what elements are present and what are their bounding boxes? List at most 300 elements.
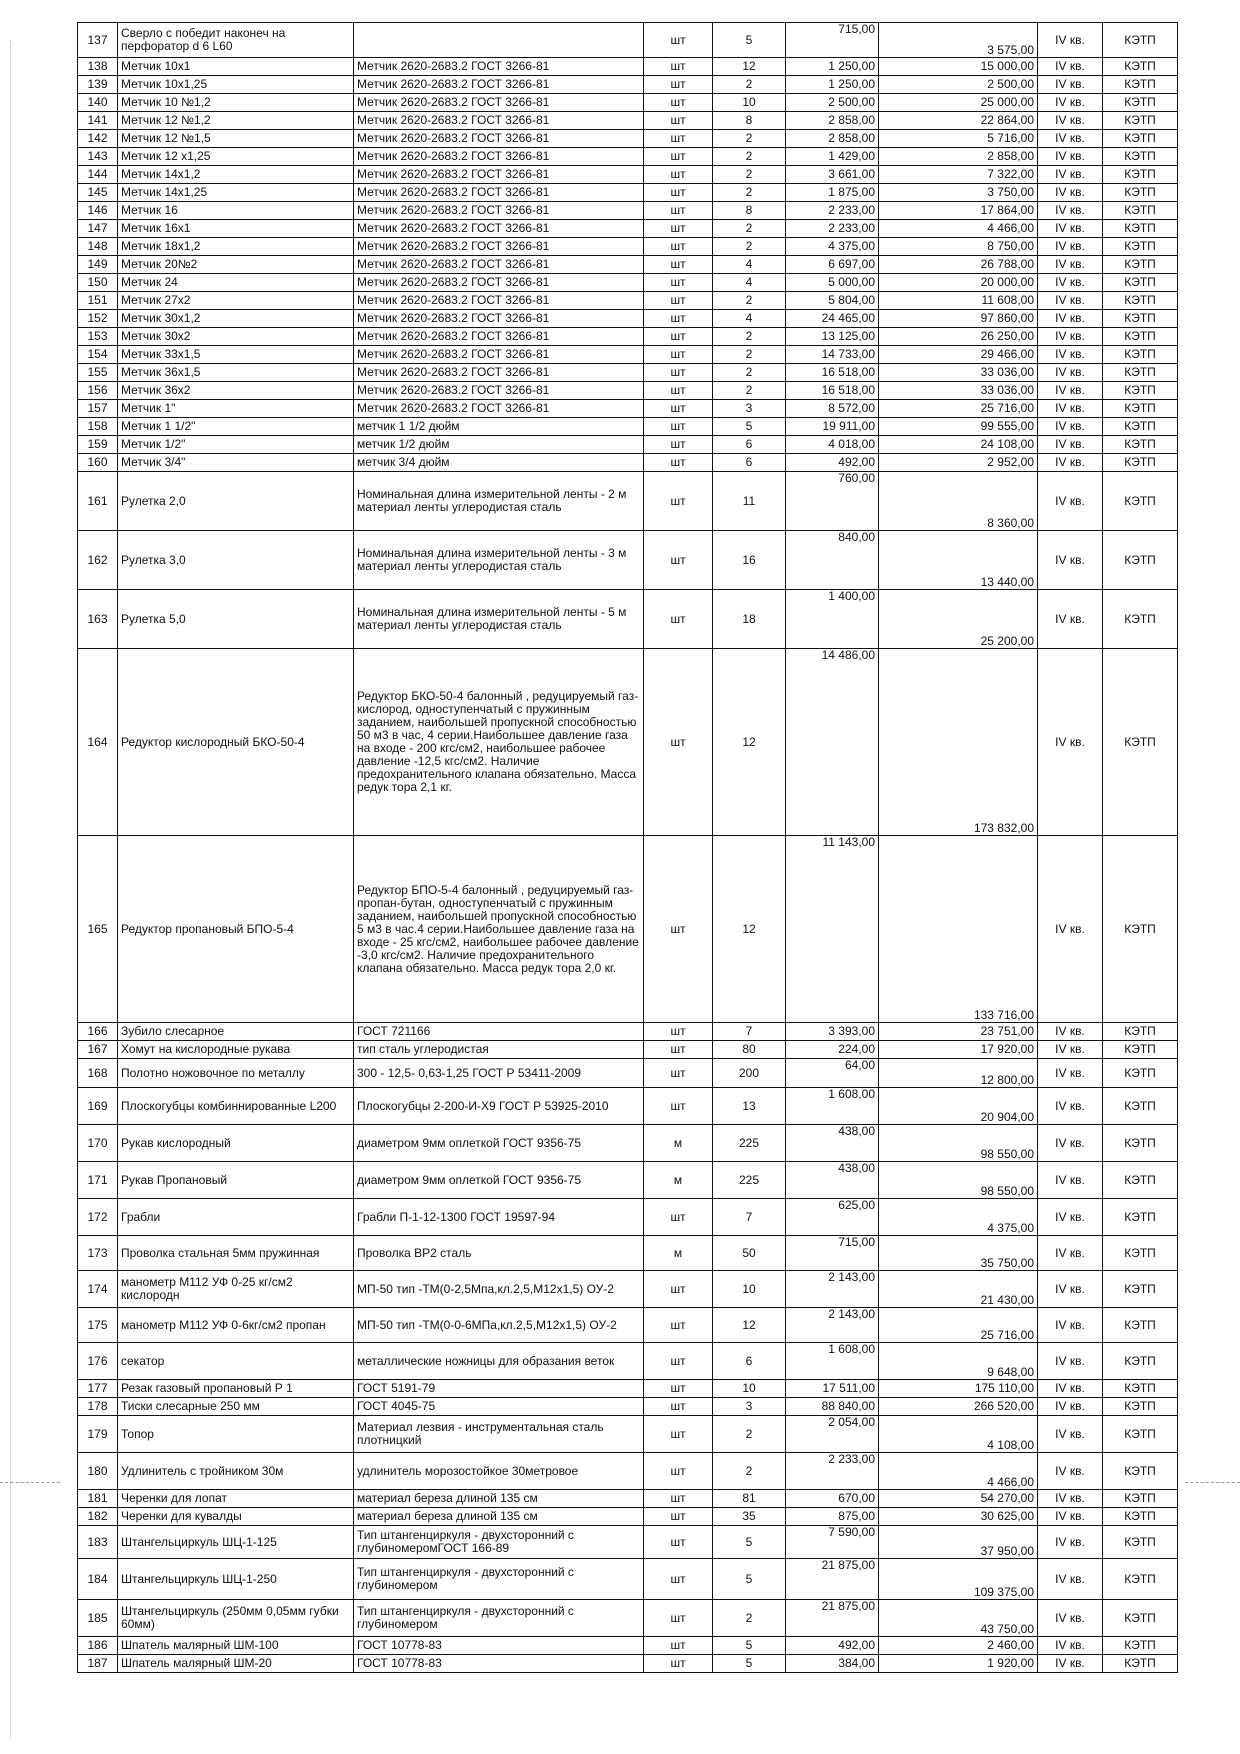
quarter-cell: IV кв. xyxy=(1038,1162,1103,1199)
quantity-cell: 5 xyxy=(713,1526,786,1559)
quarter-cell: IV кв. xyxy=(1038,1416,1103,1453)
department-cell: КЭТП xyxy=(1103,1398,1178,1416)
unit-price-cell: 8 572,00 xyxy=(786,400,879,418)
table-row xyxy=(78,76,1178,94)
table-row xyxy=(78,220,1178,238)
quantity-cell: 12 xyxy=(713,836,786,1023)
item-description: Метчик 2620-2683.2 ГОСТ 3266-81 xyxy=(354,94,644,112)
unit-price-cell: 21 875,00 xyxy=(786,1600,879,1637)
unit-cell: шт xyxy=(644,238,713,256)
quantity-cell: 6 xyxy=(713,1343,786,1380)
unit-price-cell: 14 733,00 xyxy=(786,346,879,364)
quarter-cell: IV кв. xyxy=(1038,310,1103,328)
unit-cell: шт xyxy=(644,112,713,130)
item-name: Метчик 1" xyxy=(118,400,354,418)
department-cell: КЭТП xyxy=(1103,328,1178,346)
item-name: Удлинитель с тройником 30м xyxy=(118,1453,354,1490)
quarter-cell: IV кв. xyxy=(1038,382,1103,400)
quantity-cell: 3 xyxy=(713,400,786,418)
row-number: 142 xyxy=(78,130,118,148)
row-number: 180 xyxy=(78,1453,118,1490)
department-cell: КЭТП xyxy=(1103,1453,1178,1490)
unit-price-cell: 224,00 xyxy=(786,1041,879,1059)
total-cell: 33 036,00 xyxy=(879,382,1038,400)
table-row xyxy=(78,238,1178,256)
total-cell: 109 375,00 xyxy=(879,1559,1038,1600)
unit-cell: шт xyxy=(644,328,713,346)
item-name: Резак газовый пропановый Р 1 xyxy=(118,1380,354,1398)
unit-cell: шт xyxy=(644,1041,713,1059)
total-cell: 43 750,00 xyxy=(879,1600,1038,1637)
item-description: Проволка ВР2 сталь xyxy=(354,1236,644,1271)
row-number: 144 xyxy=(78,166,118,184)
total-cell: 1 920,00 xyxy=(879,1655,1038,1673)
department-cell: КЭТП xyxy=(1103,1559,1178,1600)
unit-price-cell: 492,00 xyxy=(786,1637,879,1655)
item-description: Метчик 2620-2683.2 ГОСТ 3266-81 xyxy=(354,58,644,76)
item-name: манометр М112 УФ 0-6кг/см2 пропан xyxy=(118,1308,354,1343)
quarter-cell: IV кв. xyxy=(1038,649,1103,836)
unit-cell: шт xyxy=(644,1508,713,1526)
total-cell: 35 750,00 xyxy=(879,1236,1038,1271)
quarter-cell: IV кв. xyxy=(1038,292,1103,310)
quantity-cell: 2 xyxy=(713,148,786,166)
department-cell: КЭТП xyxy=(1103,1088,1178,1125)
unit-cell: шт xyxy=(644,148,713,166)
department-cell: КЭТП xyxy=(1103,1059,1178,1088)
item-name: Редуктор пропановый БПО-5-4 xyxy=(118,836,354,1023)
unit-cell: шт xyxy=(644,1490,713,1508)
table-row xyxy=(78,1490,1178,1508)
table-row xyxy=(78,1041,1178,1059)
item-name: Плоскогубцы комбиннированные L200 xyxy=(118,1088,354,1125)
quantity-cell: 35 xyxy=(713,1508,786,1526)
department-cell: КЭТП xyxy=(1103,220,1178,238)
unit-cell: шт xyxy=(644,1308,713,1343)
total-cell: 29 466,00 xyxy=(879,346,1038,364)
department-cell: КЭТП xyxy=(1103,1655,1178,1673)
item-name: Редуктор кислородный БКО-50-4 xyxy=(118,649,354,836)
row-number: 186 xyxy=(78,1637,118,1655)
item-name: Рулетка 3,0 xyxy=(118,531,354,590)
row-number: 162 xyxy=(78,531,118,590)
quantity-cell: 5 xyxy=(713,23,786,58)
item-description: Грабли П-1-12-1300 ГОСТ 19597-94 xyxy=(354,1199,644,1236)
table-row xyxy=(78,130,1178,148)
row-number: 154 xyxy=(78,346,118,364)
quantity-cell: 10 xyxy=(713,94,786,112)
unit-cell: шт xyxy=(644,292,713,310)
department-cell: КЭТП xyxy=(1103,148,1178,166)
item-name: Метчик 27х2 xyxy=(118,292,354,310)
table-row xyxy=(78,418,1178,436)
quarter-cell: IV кв. xyxy=(1038,23,1103,58)
table-row xyxy=(78,1637,1178,1655)
quantity-cell: 200 xyxy=(713,1059,786,1088)
quarter-cell: IV кв. xyxy=(1038,454,1103,472)
quarter-cell: IV кв. xyxy=(1038,238,1103,256)
item-description: Метчик 2620-2683.2 ГОСТ 3266-81 xyxy=(354,328,644,346)
quarter-cell: IV кв. xyxy=(1038,166,1103,184)
item-description: Метчик 2620-2683.2 ГОСТ 3266-81 xyxy=(354,238,644,256)
quarter-cell: IV кв. xyxy=(1038,220,1103,238)
unit-cell: шт xyxy=(644,166,713,184)
department-cell: КЭТП xyxy=(1103,23,1178,58)
unit-price-cell: 1 400,00 xyxy=(786,590,879,649)
table-row xyxy=(78,274,1178,292)
total-cell: 11 608,00 xyxy=(879,292,1038,310)
quantity-cell: 2 xyxy=(713,346,786,364)
item-description: Метчик 2620-2683.2 ГОСТ 3266-81 xyxy=(354,112,644,130)
item-name: Метчик 30х1,2 xyxy=(118,310,354,328)
table-body xyxy=(78,23,1178,1673)
unit-price-cell: 1 250,00 xyxy=(786,58,879,76)
quarter-cell: IV кв. xyxy=(1038,1308,1103,1343)
item-name: Метчик 16х1 xyxy=(118,220,354,238)
unit-price-cell: 17 511,00 xyxy=(786,1380,879,1398)
quantity-cell: 4 xyxy=(713,274,786,292)
quarter-cell: IV кв. xyxy=(1038,130,1103,148)
row-number: 171 xyxy=(78,1162,118,1199)
table-row xyxy=(78,1199,1178,1236)
item-description: Метчик 2620-2683.2 ГОСТ 3266-81 xyxy=(354,400,644,418)
department-cell: КЭТП xyxy=(1103,1023,1178,1041)
item-description: Метчик 2620-2683.2 ГОСТ 3266-81 xyxy=(354,310,644,328)
total-cell: 8 750,00 xyxy=(879,238,1038,256)
item-name: Полотно ножовочное по металлу xyxy=(118,1059,354,1088)
item-name: Черенки для кувалды xyxy=(118,1508,354,1526)
quantity-cell: 11 xyxy=(713,472,786,531)
item-description: Метчик 2620-2683.2 ГОСТ 3266-81 xyxy=(354,256,644,274)
row-number: 165 xyxy=(78,836,118,1023)
unit-price-cell: 1 608,00 xyxy=(786,1088,879,1125)
unit-price-cell: 1 608,00 xyxy=(786,1343,879,1380)
total-cell: 12 800,00 xyxy=(879,1059,1038,1088)
item-description: Метчик 2620-2683.2 ГОСТ 3266-81 xyxy=(354,202,644,220)
quantity-cell: 18 xyxy=(713,590,786,649)
table-row xyxy=(78,1380,1178,1398)
table-row xyxy=(78,1236,1178,1271)
table-row xyxy=(78,1453,1178,1490)
department-cell: КЭТП xyxy=(1103,1416,1178,1453)
table-row xyxy=(78,1416,1178,1453)
item-name: Метчик 10х1,25 xyxy=(118,76,354,94)
item-name: Метчик 12 №1,5 xyxy=(118,130,354,148)
quarter-cell: IV кв. xyxy=(1038,184,1103,202)
quarter-cell: IV кв. xyxy=(1038,328,1103,346)
department-cell: КЭТП xyxy=(1103,310,1178,328)
item-description: Метчик 2620-2683.2 ГОСТ 3266-81 xyxy=(354,148,644,166)
total-cell: 17 920,00 xyxy=(879,1041,1038,1059)
table-row xyxy=(78,1398,1178,1416)
department-cell: КЭТП xyxy=(1103,1271,1178,1308)
department-cell: КЭТП xyxy=(1103,184,1178,202)
total-cell: 21 430,00 xyxy=(879,1271,1038,1308)
quarter-cell: IV кв. xyxy=(1038,1041,1103,1059)
quarter-cell: IV кв. xyxy=(1038,94,1103,112)
table-row xyxy=(78,94,1178,112)
quarter-cell: IV кв. xyxy=(1038,531,1103,590)
total-cell: 4 108,00 xyxy=(879,1416,1038,1453)
quarter-cell: IV кв. xyxy=(1038,364,1103,382)
unit-price-cell: 715,00 xyxy=(786,23,879,58)
unit-cell: шт xyxy=(644,58,713,76)
item-name: Рулетка 2,0 xyxy=(118,472,354,531)
unit-price-cell: 14 486,00 xyxy=(786,649,879,836)
item-description: Редуктор БКО-50-4 балонный , редуцируемый газ- кислород, одноступенчатый с пружинным заданием, наибольшей пропускной способностью 50 м3 в час, 4 серии.Наибольшее давление газа на входе - 200 кгс/см2, наибольшее рабочее давление -12,5 кгс/см2. Наличие предохранительного клапана обязательно. Масса редук тора 2,1 кг. xyxy=(354,649,644,836)
item-name: Метчик 12 х1,25 xyxy=(118,148,354,166)
table-row xyxy=(78,382,1178,400)
unit-price-cell: 19 911,00 xyxy=(786,418,879,436)
quarter-cell: IV кв. xyxy=(1038,1490,1103,1508)
row-number: 158 xyxy=(78,418,118,436)
quantity-cell: 2 xyxy=(713,166,786,184)
department-cell: КЭТП xyxy=(1103,590,1178,649)
row-number: 159 xyxy=(78,436,118,454)
item-description: диаметром 9мм оплеткой ГОСТ 9356-75 xyxy=(354,1125,644,1162)
total-cell: 25 716,00 xyxy=(879,1308,1038,1343)
department-cell: КЭТП xyxy=(1103,1308,1178,1343)
row-number: 173 xyxy=(78,1236,118,1271)
item-description: ГОСТ 10778-83 xyxy=(354,1637,644,1655)
unit-cell: шт xyxy=(644,649,713,836)
table-row xyxy=(78,400,1178,418)
quarter-cell: IV кв. xyxy=(1038,1236,1103,1271)
cut-line-right xyxy=(1185,1482,1240,1483)
row-number: 169 xyxy=(78,1088,118,1125)
unit-cell: шт xyxy=(644,256,713,274)
department-cell: КЭТП xyxy=(1103,454,1178,472)
item-description: ГОСТ 4045-75 xyxy=(354,1398,644,1416)
table-row xyxy=(78,1343,1178,1380)
quantity-cell: 2 xyxy=(713,184,786,202)
unit-price-cell: 5 000,00 xyxy=(786,274,879,292)
total-cell: 25 000,00 xyxy=(879,94,1038,112)
unit-cell: шт xyxy=(644,94,713,112)
item-description: МП-50 тип -ТМ(0-2,5Мпа,кл.2,5,М12х1,5) ОУ-2 xyxy=(354,1271,644,1308)
table-row xyxy=(78,292,1178,310)
unit-price-cell: 760,00 xyxy=(786,472,879,531)
row-number: 170 xyxy=(78,1125,118,1162)
unit-price-cell: 2 143,00 xyxy=(786,1271,879,1308)
quarter-cell: IV кв. xyxy=(1038,1637,1103,1655)
unit-cell: шт xyxy=(644,590,713,649)
department-cell: КЭТП xyxy=(1103,1380,1178,1398)
table-row xyxy=(78,184,1178,202)
quantity-cell: 8 xyxy=(713,112,786,130)
table-row xyxy=(78,256,1178,274)
quarter-cell: IV кв. xyxy=(1038,436,1103,454)
cut-line-left xyxy=(0,1482,60,1483)
unit-price-cell: 715,00 xyxy=(786,1236,879,1271)
unit-price-cell: 2 858,00 xyxy=(786,130,879,148)
item-description: Метчик 2620-2683.2 ГОСТ 3266-81 xyxy=(354,274,644,292)
unit-cell: шт xyxy=(644,364,713,382)
table-row xyxy=(78,1125,1178,1162)
unit-price-cell: 384,00 xyxy=(786,1655,879,1673)
row-number: 183 xyxy=(78,1526,118,1559)
item-name: манометр М112 УФ 0-25 кг/см2 кислородн xyxy=(118,1271,354,1308)
row-number: 163 xyxy=(78,590,118,649)
department-cell: КЭТП xyxy=(1103,1125,1178,1162)
unit-cell: шт xyxy=(644,1398,713,1416)
unit-cell: шт xyxy=(644,436,713,454)
table-row xyxy=(78,310,1178,328)
quarter-cell: IV кв. xyxy=(1038,1271,1103,1308)
quarter-cell: IV кв. xyxy=(1038,1125,1103,1162)
total-cell: 17 864,00 xyxy=(879,202,1038,220)
table-row xyxy=(78,1023,1178,1041)
item-description: Материал лезвия - инструментальная сталь плотницкий xyxy=(354,1416,644,1453)
item-name: Тиски слесарные 250 мм xyxy=(118,1398,354,1416)
item-description: металлические ножницы для образания веток xyxy=(354,1343,644,1380)
row-number: 152 xyxy=(78,310,118,328)
quarter-cell: IV кв. xyxy=(1038,836,1103,1023)
unit-price-cell: 88 840,00 xyxy=(786,1398,879,1416)
table-row xyxy=(78,472,1178,531)
unit-price-cell: 2 143,00 xyxy=(786,1308,879,1343)
unit-price-cell: 21 875,00 xyxy=(786,1559,879,1600)
quantity-cell: 81 xyxy=(713,1490,786,1508)
quantity-cell: 2 xyxy=(713,1453,786,1490)
unit-price-cell: 11 143,00 xyxy=(786,836,879,1023)
item-name: Рулетка 5,0 xyxy=(118,590,354,649)
row-number: 168 xyxy=(78,1059,118,1088)
quarter-cell: IV кв. xyxy=(1038,400,1103,418)
unit-price-cell: 2 233,00 xyxy=(786,220,879,238)
quarter-cell: IV кв. xyxy=(1038,148,1103,166)
item-description xyxy=(354,23,644,58)
quantity-cell: 2 xyxy=(713,130,786,148)
table-row xyxy=(78,649,1178,836)
quantity-cell: 3 xyxy=(713,1398,786,1416)
total-cell: 2 460,00 xyxy=(879,1637,1038,1655)
quantity-cell: 2 xyxy=(713,1600,786,1637)
item-description: Метчик 2620-2683.2 ГОСТ 3266-81 xyxy=(354,130,644,148)
quantity-cell: 2 xyxy=(713,220,786,238)
row-number: 174 xyxy=(78,1271,118,1308)
row-number: 172 xyxy=(78,1199,118,1236)
quantity-cell: 2 xyxy=(713,1416,786,1453)
total-cell: 13 440,00 xyxy=(879,531,1038,590)
unit-price-cell: 438,00 xyxy=(786,1162,879,1199)
table-row xyxy=(78,1088,1178,1125)
department-cell: КЭТП xyxy=(1103,94,1178,112)
unit-cell: шт xyxy=(644,1023,713,1041)
table-row xyxy=(78,531,1178,590)
item-description: Метчик 2620-2683.2 ГОСТ 3266-81 xyxy=(354,364,644,382)
unit-cell: шт xyxy=(644,454,713,472)
quantity-cell: 12 xyxy=(713,1308,786,1343)
unit-cell: м xyxy=(644,1162,713,1199)
item-description: МП-50 тип -ТМ(0-0-6МПа,кл.2,5,М12х1,5) ОУ-2 xyxy=(354,1308,644,1343)
total-cell: 23 751,00 xyxy=(879,1023,1038,1041)
unit-cell: шт xyxy=(644,76,713,94)
item-name: Хомут на кислородные рукава xyxy=(118,1041,354,1059)
unit-price-cell: 4 018,00 xyxy=(786,436,879,454)
unit-cell: шт xyxy=(644,184,713,202)
unit-cell: шт xyxy=(644,418,713,436)
item-name: Метчик 33х1,5 xyxy=(118,346,354,364)
quarter-cell: IV кв. xyxy=(1038,1199,1103,1236)
row-number: 175 xyxy=(78,1308,118,1343)
row-number: 184 xyxy=(78,1559,118,1600)
quantity-cell: 225 xyxy=(713,1162,786,1199)
department-cell: КЭТП xyxy=(1103,76,1178,94)
unit-cell: шт xyxy=(644,1655,713,1673)
unit-price-cell: 24 465,00 xyxy=(786,310,879,328)
total-cell: 266 520,00 xyxy=(879,1398,1038,1416)
department-cell: КЭТП xyxy=(1103,58,1178,76)
department-cell: КЭТП xyxy=(1103,130,1178,148)
unit-price-cell: 670,00 xyxy=(786,1490,879,1508)
item-name: Штангельциркуль ШЦ-1-125 xyxy=(118,1526,354,1559)
unit-cell: м xyxy=(644,1236,713,1271)
row-number: 147 xyxy=(78,220,118,238)
department-cell: КЭТП xyxy=(1103,292,1178,310)
row-number: 182 xyxy=(78,1508,118,1526)
unit-cell: шт xyxy=(644,472,713,531)
unit-cell: шт xyxy=(644,1271,713,1308)
total-cell: 26 788,00 xyxy=(879,256,1038,274)
item-name: Метчик 10х1 xyxy=(118,58,354,76)
item-description: Плоскогубцы 2-200-И-Х9 ГОСТ Р 53925-2010 xyxy=(354,1088,644,1125)
quantity-cell: 4 xyxy=(713,310,786,328)
table-row xyxy=(78,1271,1178,1308)
total-cell: 3 575,00 xyxy=(879,23,1038,58)
row-number: 155 xyxy=(78,364,118,382)
total-cell: 54 270,00 xyxy=(879,1490,1038,1508)
item-name: Метчик 1 1/2" xyxy=(118,418,354,436)
table-row xyxy=(78,454,1178,472)
quarter-cell: IV кв. xyxy=(1038,202,1103,220)
item-description: метчик 3/4 дюйм xyxy=(354,454,644,472)
unit-price-cell: 7 590,00 xyxy=(786,1526,879,1559)
row-number: 181 xyxy=(78,1490,118,1508)
unit-cell: шт xyxy=(644,1380,713,1398)
item-name: Рукав кислородный xyxy=(118,1125,354,1162)
unit-cell: шт xyxy=(644,400,713,418)
item-description: диаметром 9мм оплеткой ГОСТ 9356-75 xyxy=(354,1162,644,1199)
row-number: 141 xyxy=(78,112,118,130)
procurement-table xyxy=(77,22,1178,1673)
quantity-cell: 12 xyxy=(713,58,786,76)
row-number: 145 xyxy=(78,184,118,202)
unit-cell: шт xyxy=(644,202,713,220)
table-row xyxy=(78,1059,1178,1088)
total-cell: 25 716,00 xyxy=(879,400,1038,418)
item-name: Черенки для лопат xyxy=(118,1490,354,1508)
quantity-cell: 2 xyxy=(713,364,786,382)
binding-margin-line xyxy=(10,40,12,1740)
total-cell: 22 864,00 xyxy=(879,112,1038,130)
item-description: материал береза длиной 135 см xyxy=(354,1508,644,1526)
unit-price-cell: 1 429,00 xyxy=(786,148,879,166)
row-number: 137 xyxy=(78,23,118,58)
quantity-cell: 6 xyxy=(713,436,786,454)
item-description: Метчик 2620-2683.2 ГОСТ 3266-81 xyxy=(354,220,644,238)
unit-price-cell: 875,00 xyxy=(786,1508,879,1526)
item-description: Метчик 2620-2683.2 ГОСТ 3266-81 xyxy=(354,76,644,94)
quantity-cell: 8 xyxy=(713,202,786,220)
total-cell: 98 550,00 xyxy=(879,1125,1038,1162)
total-cell: 20 000,00 xyxy=(879,274,1038,292)
total-cell: 37 950,00 xyxy=(879,1526,1038,1559)
item-name: Метчик 18х1,2 xyxy=(118,238,354,256)
item-name: Метчик 3/4" xyxy=(118,454,354,472)
total-cell: 173 832,00 xyxy=(879,649,1038,836)
item-description: ГОСТ 10778-83 xyxy=(354,1655,644,1673)
